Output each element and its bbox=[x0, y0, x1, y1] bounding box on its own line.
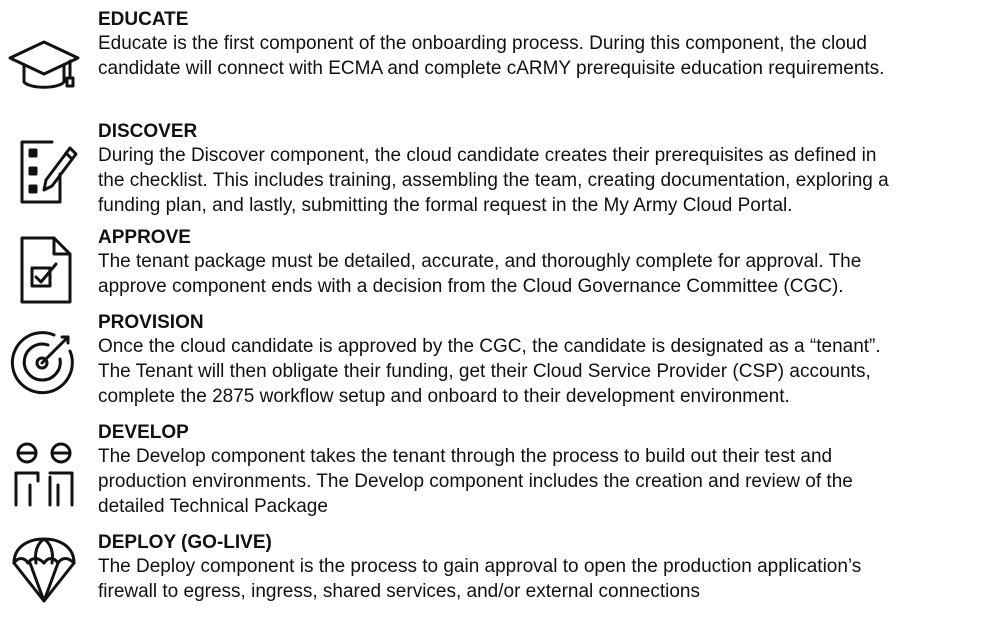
body-line: During the Discover component, the cloud candidate creates their prerequisites as defined in bbox=[98, 145, 877, 166]
parachute-icon bbox=[8, 535, 80, 607]
body-line: complete the 2875 workflow setup and onboard to their development environment. bbox=[98, 386, 790, 407]
body-line: The Develop component takes the tenant through the process to build out their test and bbox=[98, 446, 833, 467]
section-body bbox=[98, 31, 994, 81]
section-text bbox=[98, 533, 994, 604]
body-line: Educate is the first component of the onboarding process. During this component, the cloud bbox=[98, 33, 867, 54]
graduation-cap-icon bbox=[8, 32, 80, 104]
section-body bbox=[98, 249, 994, 299]
document-checkbox-icon bbox=[8, 232, 80, 304]
body-line: detailed Technical Package bbox=[98, 496, 328, 517]
checklist-pencil-icon bbox=[8, 134, 80, 206]
section-title: DEPLOY (GO-LIVE) bbox=[98, 532, 272, 553]
body-line: Once the cloud candidate is approved by the CGC, the candidate is designated as a “tenant”. bbox=[98, 336, 881, 357]
body-line: The Tenant will then obligate their funding, get their Cloud Service Provider (CSP) accounts, bbox=[98, 361, 871, 382]
body-line: funding plan, and lastly, submitting the formal request in the My Army Cloud Portal. bbox=[98, 195, 793, 216]
section-body bbox=[98, 554, 994, 604]
body-line: approve component ends with a decision from the Cloud Governance Committee (CGC). bbox=[98, 276, 844, 297]
section-text bbox=[98, 122, 994, 218]
two-people-icon bbox=[8, 437, 80, 509]
body-line: the checklist. This includes training, assembling the team, creating documentation, exploring a bbox=[98, 170, 889, 191]
section-body bbox=[98, 334, 994, 409]
body-line: The Deploy component is the process to gain approval to open the production application’s bbox=[98, 556, 862, 577]
section-title: DISCOVER bbox=[98, 121, 198, 142]
section-title: PROVISION bbox=[98, 312, 204, 333]
body-line: candidate will connect with ECMA and complete cARMY prerequisite education requirements. bbox=[98, 58, 885, 79]
section-text bbox=[98, 313, 994, 409]
body-line: firewall to egress, ingress, shared services, and/or external connections bbox=[98, 581, 700, 602]
section-body bbox=[98, 444, 994, 519]
section-title: DEVELOP bbox=[98, 422, 189, 443]
section-title: APPROVE bbox=[98, 227, 191, 248]
section-body bbox=[98, 143, 994, 218]
section-text bbox=[98, 228, 994, 299]
body-line: production environments. The Develop component includes the creation and review of the bbox=[98, 471, 853, 492]
target-icon bbox=[8, 325, 80, 397]
body-line: The tenant package must be detailed, accurate, and thoroughly complete for approval. The bbox=[98, 251, 862, 272]
section-text bbox=[98, 423, 994, 519]
section-text bbox=[98, 10, 994, 81]
section-title: EDUCATE bbox=[98, 9, 189, 30]
